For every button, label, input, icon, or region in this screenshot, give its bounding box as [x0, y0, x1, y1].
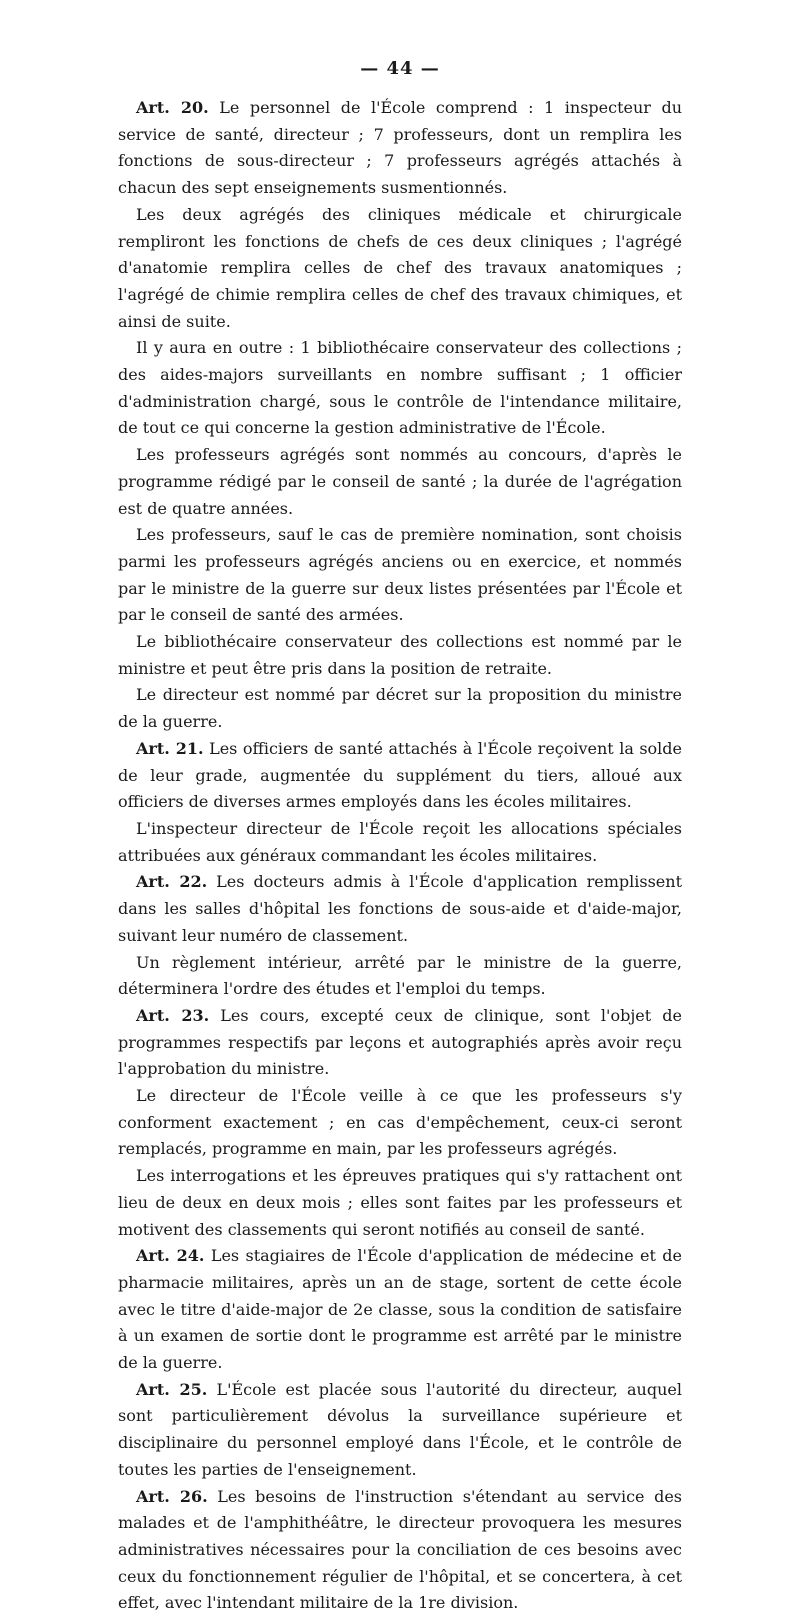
page-number: — 44 — — [360, 58, 440, 79]
paragraph-text: Les professeurs agrégés sont nommés au concours, d'après le programme rédigé par le conseil de santé ; la durée de l'agrégation est de quatre années. — [118, 445, 682, 518]
paragraph-text: Les docteurs admis à l'École d'application remplissent dans les salles d'hôpital les fonctions de sous-aide et d'aide-major, suivant leur numéro de classement. — [118, 872, 682, 945]
paragraph — [118, 335, 682, 442]
paragraph-text: Les professeurs, sauf le cas de première nomination, sont choisis parmi les professeurs agrégés anciens ou en exercice, et nommés par le ministre de la guerre sur deux listes présentées par l'École et par le conseil de santé des armées. — [118, 525, 682, 625]
article-label: Art. 21. — [136, 738, 204, 758]
paragraph — [118, 1377, 682, 1484]
article-label: Art. 26. — [136, 1486, 208, 1506]
paragraph-text: Les stagiaires de l'École d'application de médecine et de pharmacie militaires, après un an de stage, sortent de cette école avec le titre d'aide-major de 2e classe, sous la condition de satisfaire à un examen de sortie dont le programme est arrêté par le ministre de la guerre. — [118, 1246, 682, 1373]
document-body — [118, 95, 682, 1617]
paragraph — [118, 629, 682, 682]
paragraph — [118, 682, 682, 735]
article-label: Art. 25. — [136, 1379, 208, 1399]
paragraph-text: Un règlement intérieur, arrêté par le ministre de la guerre, déterminera l'ordre des études et l'emploi du temps. — [118, 952, 682, 999]
paragraph-text: L'École est placée sous l'autorité du directeur, auquel sont particulièrement dévolus la surveillance supérieure et disciplinaire du personnel employé dans l'École, et le contrôle de toutes les parties de l'enseignement. — [118, 1379, 682, 1479]
paragraph — [118, 442, 682, 522]
article-label: Art. 24. — [136, 1246, 205, 1266]
paragraph — [118, 95, 682, 202]
paragraph — [118, 816, 682, 869]
paragraph — [118, 1243, 682, 1377]
paragraph-text: Le bibliothécaire conservateur des collections est nommé par le ministre et peut être pris dans la position de retraite. — [118, 632, 682, 678]
paragraph-text: Les cours, excepté ceux de clinique, sont l'objet de programmes respectifs par leçons et autographiés après avoir reçu l'approbation du ministre. — [118, 1005, 682, 1079]
article-label: Art. 23. — [136, 1005, 210, 1025]
paragraph — [118, 1083, 682, 1163]
paragraph-text: Les besoins de l'instruction s'étendant au service des malades et de l'amphithéâtre, le directeur provoquera les mesures administratives nécessaires pour la conciliation de ces besoins avec ceux du fonctionnement régulier de l'hôpital, et se concertera, à cet effet, avec l'intendant militaire de la 1re division. — [118, 1486, 683, 1613]
paragraph — [118, 869, 682, 949]
paragraph-text: Il y aura en outre : 1 bibliothécaire conservateur des collections ; des aides-majors surveillants en nombre suffisant ; 1 officier d'administration chargé, sous le contrôle de l'intendance militaire, de tout ce qui concerne la gestion administrative de l'École. — [118, 338, 682, 438]
paragraph — [118, 202, 682, 336]
paragraph — [118, 1003, 682, 1083]
paragraph-text: Le directeur de l'École veille à ce que les professeurs s'y conforment exactement ; en cas d'empêchement, ceux-ci seront remplacés, programme en main, par les professeurs agrégés. — [118, 1086, 682, 1159]
paragraph — [118, 736, 682, 816]
paragraph — [118, 522, 682, 629]
paragraph-text: L'inspecteur directeur de l'École reçoit les allocations spéciales attribuées aux généraux commandant les écoles militaires. — [118, 818, 682, 865]
paragraph-text: Les officiers de santé attachés à l'École reçoivent la solde de leur grade, augmentée du supplément du tiers, alloué aux officiers de diverses armes employés dans les écoles militaires. — [118, 738, 683, 812]
paragraph — [118, 950, 682, 1003]
paragraph-text: Le directeur est nommé par décret sur la proposition du ministre de la guerre. — [118, 685, 682, 732]
paragraph-text: Les deux agrégés des cliniques médicale et chirurgicale rempliront les fonctions de chefs de ces deux cliniques ; l'agrégé d'anatomie remplira celles de chef des travaux anatomiques ; l'agrégé de chimie remplira celles de chef des travaux chimiques, et ainsi de suite. — [118, 204, 682, 331]
paragraph — [118, 1484, 682, 1617]
article-label: Art. 22. — [136, 872, 208, 892]
article-label: Art. 20. — [136, 98, 209, 117]
paragraph — [118, 1163, 682, 1243]
paragraph-text: Le personnel de l'École comprend : 1 inspecteur du service de santé, directeur ; 7 professeurs, dont un remplira les fonctions de sous-directeur ; 7 professeurs agrégés attachés à chacun des sept enseignements susmentionnés. — [118, 98, 683, 198]
paragraph-text: Les interrogations et les épreuves pratiques qui s'y rattachent ont lieu de deux en deux mois ; elles sont faites par les professeurs et motivent des classements qui seront notifiés au conseil de santé. — [118, 1166, 682, 1239]
